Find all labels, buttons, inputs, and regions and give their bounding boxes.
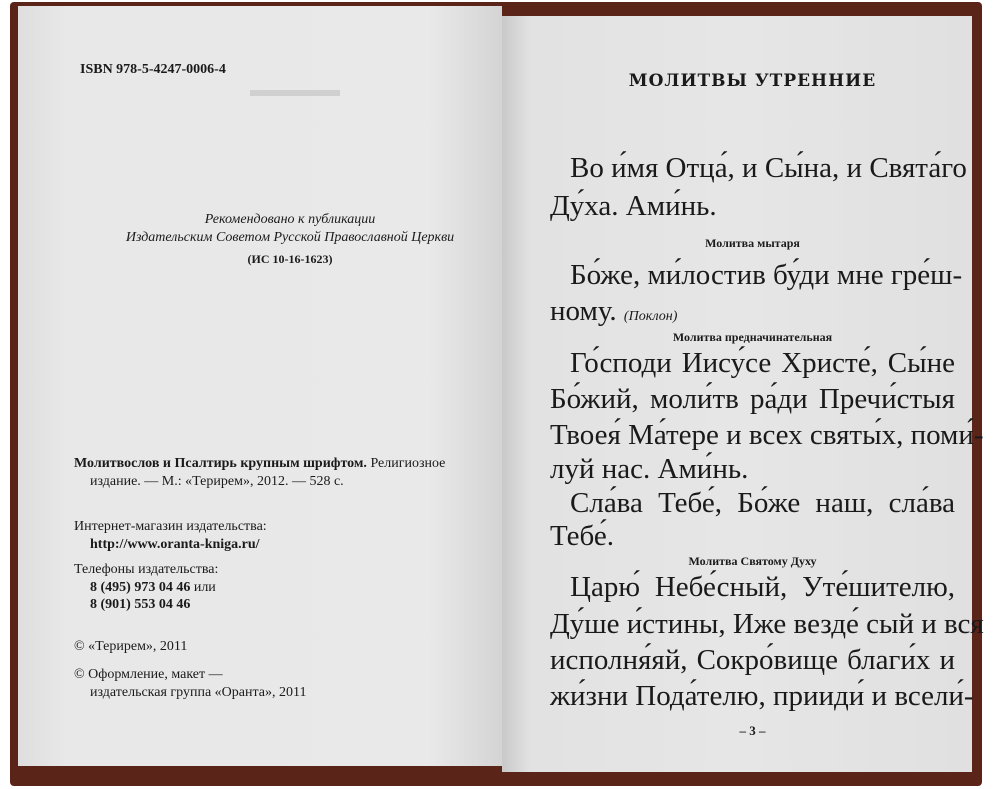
recommended-line-2: Издательским Советом Русской Православной Церкви — [125, 230, 455, 245]
prayer-line: Ду́ха. Ами́нь. — [550, 190, 717, 222]
prayer-line: Тебе́. — [550, 520, 614, 552]
prayer-line: Ду́ше и́стины, Иже везде́ сый и вся — [550, 608, 984, 640]
copyright-2: © Оформление, макет — — [74, 667, 223, 682]
show-through-cross — [250, 90, 340, 166]
prayer-line: Твоея́ Ма́тере и всех святы́х, поми́- — [550, 419, 984, 451]
prayer-line: Бо́жий, моли́тв ра́ди Пречи́стыя — [550, 383, 955, 415]
prayer-line: Сла́ва Тебе́, Бо́же наш, сла́ва — [570, 487, 955, 519]
phone-or: или — [190, 580, 216, 595]
prayer-heading: Молитва Святому Духу — [688, 554, 817, 568]
section-title: МОЛИТВЫ УТРЕННИЕ — [628, 71, 877, 91]
prayer-line: ному. — [550, 295, 617, 327]
shop-label: Интернет-магазин издательства: — [74, 519, 267, 534]
prayer-note: (Поклон) — [623, 309, 678, 324]
bib-rest: Религиозное — [366, 456, 446, 471]
ic-code: (ИС 10-16-1623) — [247, 252, 333, 266]
prayer-line: жи́зни Пода́телю, прииди́ и всели́- — [550, 680, 974, 712]
prayer-heading: Молитва мытаря — [705, 236, 800, 250]
prayer-line: исполня́яй, Сокро́вище благи́х и — [550, 644, 955, 676]
copyright-2-line-2: издательская группа «Оранта», 2011 — [90, 685, 307, 700]
isbn: ISBN 978-5-4247-0006-4 — [80, 62, 226, 77]
phones-label: Телефоны издательства: — [74, 562, 219, 577]
prayer-heading: Молитва предначинательная — [672, 330, 833, 344]
prayer-line: Царю́ Небе́сный, Уте́шителю, — [570, 571, 955, 603]
phone-1 — [90, 580, 216, 596]
phone-1-number: 8 (495) 973 04 46 — [90, 580, 191, 595]
recommended-line-1: Рекомендовано к публикации — [204, 212, 376, 227]
prayer-line: Во и́мя Отца́, и Сы́на, и Свята́го — [570, 152, 967, 184]
shop-url: http://www.oranta-kniga.ru/ — [90, 537, 260, 552]
bibliographic-line-2: издание. — М.: «Терирем», 2012. — 528 с. — [90, 474, 344, 489]
book-title: Молитвослов и Псалтирь крупным шрифтом. — [74, 456, 367, 471]
prayer-line-with-note — [550, 295, 955, 333]
prayer-line: Го́споди Иису́се Христе́, Сы́не — [570, 347, 955, 379]
prayer-line: луй нас. Ами́нь. — [550, 453, 749, 485]
page-number: – 3 – — [739, 723, 766, 738]
prayer-line: Бо́же, ми́лостив бу́ди мне гре́ш- — [570, 259, 963, 291]
copyright-1: © «Терирем», 2011 — [74, 639, 188, 654]
phone-2: 8 (901) 553 04 46 — [90, 597, 191, 612]
bibliographic-line-1 — [74, 456, 445, 472]
